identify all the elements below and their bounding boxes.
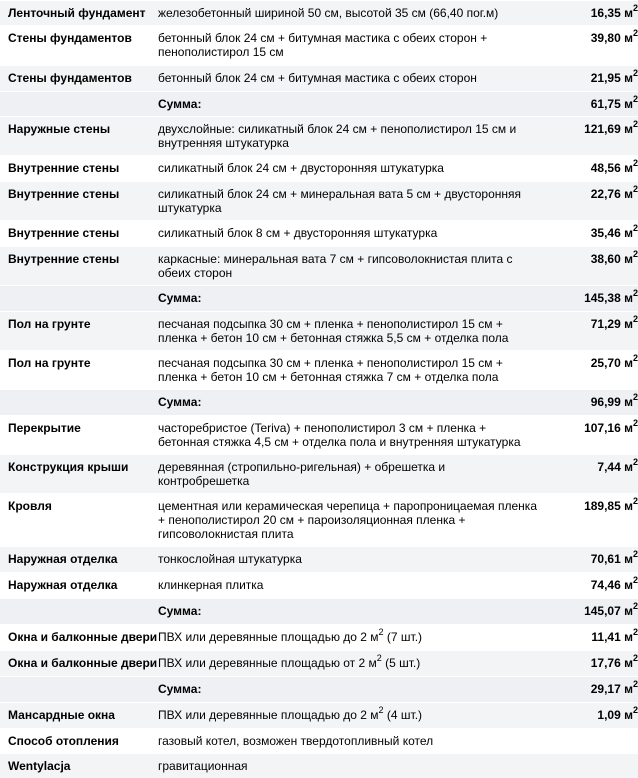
- area-unit-superscript: 2: [632, 496, 638, 506]
- area-value: 35,46 м: [590, 226, 633, 240]
- table-row: [0, 0, 638, 25]
- row-name-text: Способ отопления: [8, 734, 119, 748]
- row-description-text: силикатный блок 8 см + двусторонняя штукатурка: [158, 226, 438, 240]
- row-description-text: Сумма:: [158, 97, 202, 111]
- row-description-suffix: (4 шт.): [383, 708, 423, 722]
- row-name: [0, 454, 157, 493]
- row-name: [0, 91, 157, 116]
- row-name: [0, 246, 157, 285]
- row-description: [157, 546, 538, 572]
- row-name: [0, 650, 157, 676]
- table-row: [0, 493, 638, 546]
- sum-label: [157, 91, 538, 116]
- superscript: 2: [376, 653, 382, 663]
- row-description-text: газовый котел, возможен твердотопливный котел: [158, 734, 434, 748]
- table-row: [0, 546, 638, 572]
- row-description: [157, 311, 538, 350]
- area-value: 145,38 м: [584, 291, 633, 305]
- sum-row: [0, 91, 638, 116]
- table-row: [0, 65, 638, 91]
- row-area: [538, 753, 638, 778]
- table-row: [0, 572, 638, 598]
- row-description: [157, 415, 538, 454]
- row-name: [0, 728, 157, 753]
- row-name-text: Наружная отделка: [8, 578, 118, 592]
- row-area: [538, 155, 638, 181]
- table-row: [0, 728, 638, 753]
- row-description: [157, 350, 538, 389]
- row-description-text: деревянная (стропильно-ригельная) + обрешетка и контробрешетка: [158, 460, 446, 488]
- row-description: [157, 493, 538, 546]
- row-description: [157, 116, 538, 155]
- area-unit-superscript: 2: [632, 705, 638, 715]
- area-value: 71,29 м: [590, 317, 633, 331]
- area-value: 17,76 м: [590, 656, 633, 670]
- area-unit-superscript: 2: [632, 353, 638, 363]
- area-value: 61,75 м: [590, 97, 633, 111]
- area-unit-superscript: 2: [632, 158, 638, 168]
- row-description-text: ПВХ или деревянные площадью до 2 м: [158, 708, 379, 722]
- table-row: [0, 220, 638, 246]
- row-name: [0, 389, 157, 415]
- row-name-text: Wentylacja: [8, 759, 71, 773]
- area-value: 25,70 м: [590, 356, 633, 370]
- row-description-suffix: (5 шт.): [381, 656, 421, 670]
- row-area: [538, 454, 638, 493]
- sum-row: [0, 676, 638, 702]
- row-name-text: Наружные стены: [8, 122, 111, 136]
- row-area: [538, 650, 638, 676]
- row-area: [538, 624, 638, 650]
- area-value: 38,60 м: [590, 252, 633, 266]
- area-unit-superscript: 2: [632, 249, 638, 259]
- row-description-text: песчаная подсыпка 30 см + пленка + пенополистирол 15 см + пленка + бетон 10 см + бетонная стяжка 7 см + отделка пола: [158, 356, 503, 384]
- area-value: 189,85 м: [584, 499, 633, 513]
- row-area: [538, 65, 638, 91]
- row-description-suffix: (7 шт.): [383, 630, 423, 644]
- area-unit-superscript: 2: [632, 549, 638, 559]
- row-name-text: Внутренние стены: [8, 226, 120, 240]
- row-name-text: Внутренние стены: [8, 161, 120, 175]
- sum-value: [538, 598, 638, 624]
- area-unit-superscript: 2: [632, 653, 638, 663]
- row-name-text: Внутренние стены: [8, 252, 120, 266]
- row-area: [538, 311, 638, 350]
- row-area: [538, 116, 638, 155]
- row-name-text: Внутренние стены: [8, 187, 120, 201]
- row-description: [157, 753, 538, 778]
- area-value: 1,09 м: [597, 708, 633, 722]
- area-value: 48,56 м: [590, 161, 633, 175]
- row-description: [157, 181, 538, 220]
- area-unit-superscript: 2: [632, 627, 638, 637]
- row-name-text: Кровля: [8, 499, 52, 513]
- area-value: 11,41 м: [591, 630, 633, 644]
- row-name: [0, 155, 157, 181]
- row-name-text: Окна и балконные двери: [8, 656, 158, 670]
- superscript: 2: [378, 627, 384, 637]
- area-unit-superscript: 2: [632, 392, 638, 402]
- area-unit-superscript: 2: [632, 457, 638, 467]
- sum-row: [0, 285, 638, 311]
- area-value: 29,17 м: [590, 682, 633, 696]
- sum-row: [0, 598, 638, 624]
- row-description: [157, 454, 538, 493]
- sum-row: [0, 389, 638, 415]
- row-area: [538, 246, 638, 285]
- row-name: [0, 220, 157, 246]
- area-unit-superscript: 2: [632, 418, 638, 428]
- row-name-text: Наружная отделка: [8, 552, 118, 566]
- row-area: [538, 350, 638, 389]
- row-area: [538, 181, 638, 220]
- row-description: [157, 65, 538, 91]
- row-description-text: Сумма:: [158, 604, 202, 618]
- row-name: [0, 285, 157, 311]
- row-area: [538, 415, 638, 454]
- area-value: 96,99 м: [590, 395, 633, 409]
- area-unit-superscript: 2: [632, 94, 638, 104]
- row-name-text: Стены фундаментов: [8, 31, 132, 45]
- area-unit-superscript: 2: [632, 575, 638, 585]
- row-description: [157, 650, 538, 676]
- row-name: [0, 753, 157, 778]
- row-name: [0, 415, 157, 454]
- row-area: [538, 220, 638, 246]
- area-value: 21,95 м: [590, 71, 633, 85]
- area-unit-superscript: 2: [632, 223, 638, 233]
- table-row: [0, 624, 638, 650]
- area-unit-superscript: 2: [632, 68, 638, 78]
- area-unit-superscript: 2: [632, 184, 638, 194]
- sum-value: [538, 285, 638, 311]
- row-description-text: двухслойные: силикатный блок 24 см + пенополистирол 15 см и внутренняя штукатурка: [158, 122, 517, 150]
- row-description-text: каркасные: минеральная вата 7 см + гипсоволокнистая плита с обеих сторон: [158, 252, 513, 280]
- row-description-text: тонкослойная штукатурка: [158, 552, 302, 566]
- table-row: [0, 454, 638, 493]
- area-value: 121,69 м: [584, 122, 633, 136]
- row-description: [157, 702, 538, 728]
- row-name: [0, 350, 157, 389]
- row-area: [538, 546, 638, 572]
- row-description-text: ПВХ или деревянные площадью от 2 м: [158, 656, 377, 670]
- row-description: [157, 220, 538, 246]
- sum-value: [538, 676, 638, 702]
- row-name: [0, 25, 157, 65]
- area-value: 74,46 м: [590, 578, 633, 592]
- row-name: [0, 676, 157, 702]
- row-description-text: цементная или керамическая черепица + паропроницаемая пленка + пенополистирол 20 см + пароизоляционная пленка + гипсоволокнистая плита: [158, 499, 537, 541]
- table-row: [0, 350, 638, 389]
- row-name-text: Пол на грунте: [8, 356, 91, 370]
- area-unit-superscript: 2: [632, 3, 638, 13]
- area-unit-superscript: 2: [632, 28, 638, 38]
- area-unit-superscript: 2: [632, 601, 638, 611]
- row-name: [0, 116, 157, 155]
- row-description-text: бетонный блок 24 см + битумная мастика с обеих сторон: [158, 71, 477, 85]
- row-description-text: гравитационная: [158, 759, 248, 773]
- row-description-text: силикатный блок 24 см + двусторонняя штукатурка: [158, 161, 444, 175]
- row-description-text: часторебристое (Teriva) + пенополистирол 3 см + пленка + бетонная стяжка 4,5 см + отделка пола и внутренняя штукатурка: [158, 421, 521, 449]
- area-value: 22,76 м: [590, 187, 633, 201]
- table-row: [0, 25, 638, 65]
- row-description: [157, 25, 538, 65]
- row-description-text: железобетонный шириной 50 см, высотой 35 см (66,40 пог.м): [158, 6, 499, 20]
- area-unit-superscript: 2: [632, 679, 638, 689]
- row-description-text: клинкерная плитка: [158, 578, 264, 592]
- row-area: [538, 702, 638, 728]
- sum-value: [538, 91, 638, 116]
- table-row: [0, 116, 638, 155]
- area-unit-superscript: 2: [632, 288, 638, 298]
- area-value: 107,16 м: [584, 421, 633, 435]
- row-name: [0, 493, 157, 546]
- row-name-text: Окна и балконные двери: [8, 630, 158, 644]
- table-row: [0, 650, 638, 676]
- row-name: [0, 546, 157, 572]
- area-value: 39,80 м: [590, 31, 633, 45]
- table-row: [0, 311, 638, 350]
- row-name-text: Перекрытие: [8, 421, 81, 435]
- row-area: [538, 25, 638, 65]
- row-description-text: силикатный блок 24 см + минеральная вата 5 см + двусторонняя штукатурка: [158, 187, 522, 215]
- area-unit-superscript: 2: [632, 119, 638, 129]
- row-area: [538, 728, 638, 753]
- row-name: [0, 702, 157, 728]
- row-name: [0, 598, 157, 624]
- row-description: [157, 246, 538, 285]
- area-value: 145,07 м: [584, 604, 633, 618]
- row-name: [0, 181, 157, 220]
- table-row: [0, 246, 638, 285]
- row-name: [0, 311, 157, 350]
- row-description: [157, 0, 538, 25]
- row-description-text: бетонный блок 24 см + битумная мастика с обеих сторон + пенополистирол 15 см: [158, 31, 488, 59]
- area-value: 70,61 м: [590, 552, 633, 566]
- row-description: [157, 572, 538, 598]
- row-name-text: Пол на грунте: [8, 317, 91, 331]
- sum-label: [157, 676, 538, 702]
- row-description: [157, 155, 538, 181]
- row-description-text: Сумма:: [158, 291, 202, 305]
- row-name-text: Мансардные окна: [8, 708, 115, 722]
- sum-value: [538, 389, 638, 415]
- table-row: [0, 702, 638, 728]
- row-description-text: Сумма:: [158, 682, 202, 696]
- row-name-text: Ленточный фундамент: [8, 6, 146, 20]
- sum-label: [157, 389, 538, 415]
- area-value: 16,35 м: [590, 6, 633, 20]
- area-unit-superscript: 2: [632, 314, 638, 324]
- row-name-text: Стены фундаментов: [8, 71, 132, 85]
- row-description-text: ПВХ или деревянные площадью до 2 м: [158, 630, 379, 644]
- table-row: [0, 415, 638, 454]
- row-name: [0, 0, 157, 25]
- table-row: [0, 181, 638, 220]
- row-area: [538, 0, 638, 25]
- row-area: [538, 493, 638, 546]
- row-description-text: Сумма:: [158, 395, 202, 409]
- superscript: 2: [378, 705, 384, 715]
- sum-label: [157, 598, 538, 624]
- row-name-text: Конструкция крыши: [8, 460, 129, 474]
- row-name: [0, 624, 157, 650]
- table-row: [0, 155, 638, 181]
- row-description: [157, 624, 538, 650]
- row-area: [538, 572, 638, 598]
- table-row: [0, 753, 638, 778]
- area-value: 7,44 м: [597, 460, 633, 474]
- row-name: [0, 65, 157, 91]
- row-name: [0, 572, 157, 598]
- row-description: [157, 728, 538, 753]
- sum-label: [157, 285, 538, 311]
- row-description-text: песчаная подсыпка 30 см + пленка + пенополистирол 15 см + пленка + бетон 10 см + бетонная стяжка 5,5 см + отделка пола: [158, 317, 509, 345]
